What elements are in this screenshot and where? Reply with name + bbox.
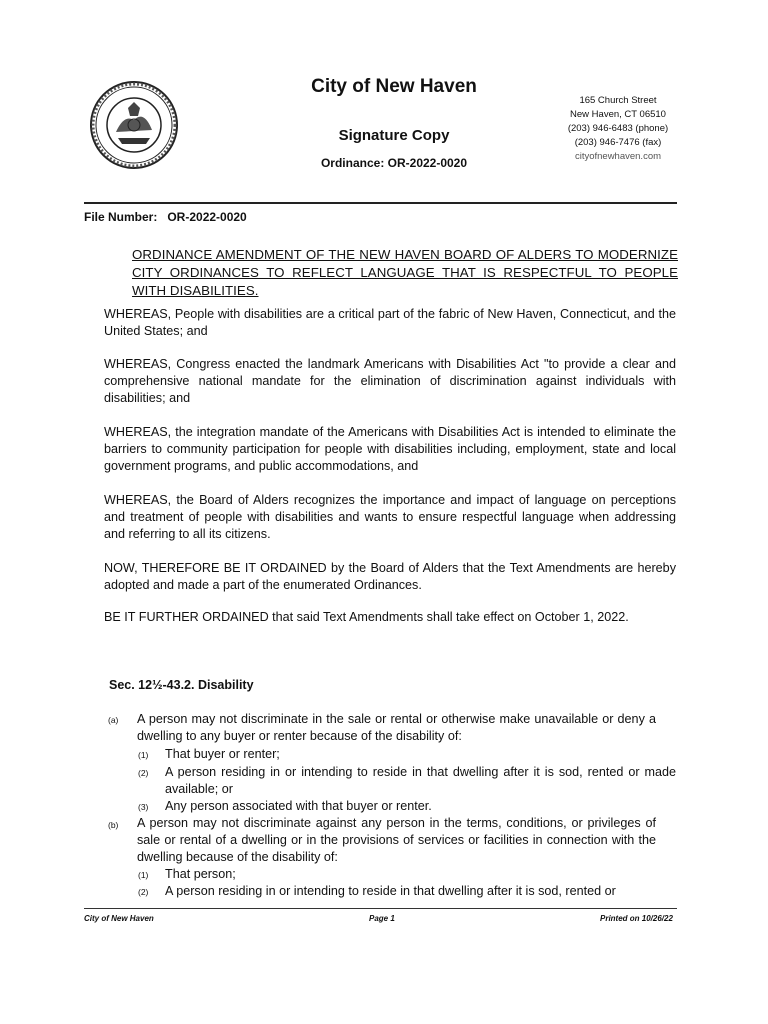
item-a-marker: (a) [108,715,119,725]
item-b-marker: (b) [108,820,119,830]
item-a1-text: That buyer or renter; [165,747,280,761]
item-a3-marker: (3) [138,802,149,812]
item-b2-marker: (2) [138,887,149,897]
whereas-paragraph-3: WHEREAS, the integration mandate of the Americans with Disabilities Act is intended to eliminate the barriers to community participation for people with disabilities including, employment, state and local government programs, and public accommodations, and [104,425,676,473]
footer-city: City of New Haven [84,914,154,923]
address-block [548,94,688,164]
ordinance-heading: ORDINANCE AMENDMENT OF THE NEW HAVEN BOARD OF ALDERS TO MODERNIZE CITY ORDINANCES TO REFLECT LANGUAGE THAT IS RESPECTFUL TO PEOPLE WITH DISABILITIES. [132,247,678,298]
signature-copy-label: Signature Copy [338,127,450,144]
ordained-paragraph: NOW, THEREFORE BE IT ORDAINED by the Board of Alders that the Text Amendments are hereby adopted and made a part of the enumerated Ordinances. [104,561,676,592]
header-divider [84,202,677,204]
whereas-paragraph-4: WHEREAS, the Board of Alders recognizes the importance and impact of language on perceptions and treatment of people with disabilities and wants to ensure respectful language when addressing and referring to all its citizens. [104,493,676,541]
address-street: 165 Church Street [579,95,657,106]
address-website: cityofnewhaven.com [574,151,662,162]
whereas-paragraph-2: WHEREAS, Congress enacted the landmark Americans with Disabilities Act "to provide a clear and comprehensive national mandate for the elimination of discrimination against individuals with disabilities; and [104,357,676,405]
further-ordained-paragraph: BE IT FURTHER ORDAINED that said Text Amendments shall take effect on October 1, 2022. [104,610,629,624]
item-b1-text: That person; [165,867,236,881]
item-b1-marker: (1) [138,870,149,880]
footer-page-number: Page 1 [369,914,395,923]
item-a-text: A person may not discriminate in the sale or rental or otherwise make unavailable or deny a dwelling to any buyer or renter because of the disability of: [137,712,656,743]
item-a3-text: Any person associated with that buyer or renter. [165,799,432,813]
item-a2-text: A person residing in or intending to reside in that dwelling after it is sod, rented or made available; or [165,765,676,796]
footer-printed-date: Printed on 10/26/22 [600,914,673,923]
section-title: Sec. 12½-43.2. Disability [109,678,254,692]
footer-divider [84,908,677,909]
file-number: File Number: OR-2022-0020 [84,210,247,224]
address-city: New Haven, CT 06510 [570,109,666,120]
item-b2-text: A person residing in or intending to reside in that dwelling after it is sod, rented or [165,884,616,898]
address-phone: (203) 946-6483 (phone) [567,123,669,134]
item-b-text: A person may not discriminate against any person in the terms, conditions, or privileges of sale or rental of a dwelling or in the provisions of services or facilities in connection with the dwelling because of the disability of: [137,816,656,864]
item-a1-marker: (1) [138,750,149,760]
whereas-paragraph-1: WHEREAS, People with disabilities are a critical part of the fabric of New Haven, Connecticut, and the United States; and [104,307,676,338]
ordinance-number: Ordinance: OR-2022-0020 [320,156,468,170]
item-a2-marker: (2) [138,768,149,778]
address-fax: (203) 946-7476 (fax) [574,137,662,148]
page-title: City of New Haven [311,76,477,97]
